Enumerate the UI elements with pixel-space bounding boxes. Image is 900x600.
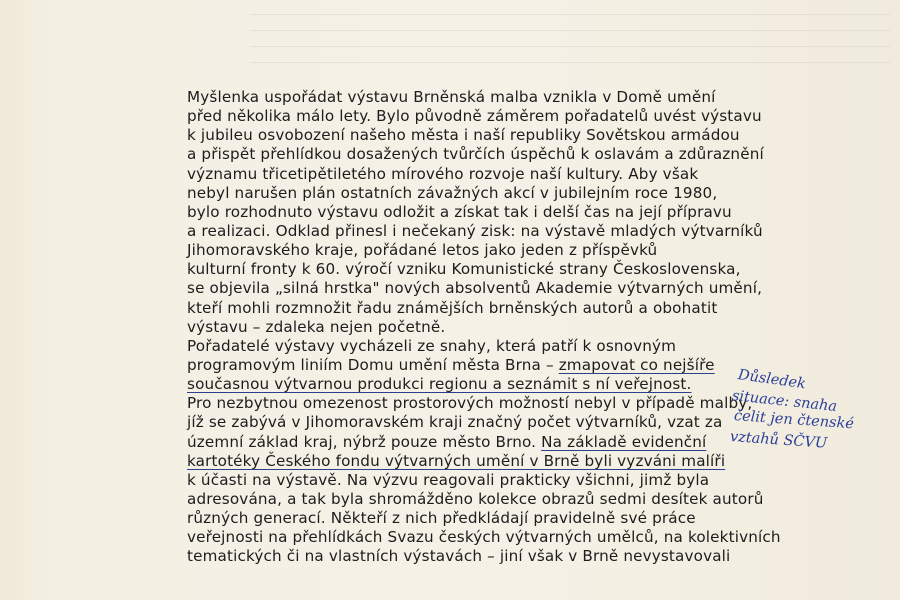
text-line: Pro nezbytnou omezenost prostorových možností nebyl v případě malby,: [187, 394, 753, 413]
text-line: tematických či na vlastních výstavách – jiní však v Brně nevystavovali: [187, 547, 731, 566]
bleed-through-line: [250, 30, 890, 31]
text-line: významu třicetipětiletého mírového rozvoje naší kultury. Aby však: [187, 164, 699, 183]
annotation-line: Důsledek: [736, 367, 807, 393]
text-line: veřejnosti na přehlídkách Svazu českých výtvarných umělců, na kolektivních: [187, 528, 781, 547]
bleed-through-line: [250, 46, 890, 47]
text-line: a realizaci. Odklad přinesl i nečekaný zisk: na výstavě mladých výtvarníků: [187, 221, 763, 240]
text-line: adresována, a tak byla shromážděno kolekce obrazů sedmi desítek autorů: [187, 489, 764, 508]
annotation-line: situace: snaha: [731, 387, 838, 415]
bleed-through-line: [250, 62, 890, 63]
annotation-line: čelit jen čtenské: [733, 408, 855, 433]
underlined-line: kartotéky Českého fondu výtvarných umění v Brně byli vyzváni malíři: [187, 451, 726, 470]
text-line: kteří mohli rozmnožit řadu známějších brněnských autorů a obohatit: [187, 298, 718, 317]
text-line: před několika málo lety. Bylo původně záměrem pořadatelů uvést výstavu: [187, 107, 762, 126]
text-line: Pořadatelé výstavy vycházeli ze snahy, která patří k osnovným: [187, 336, 677, 355]
text-line: k účasti na výstavě. Na výzvu reagovali prakticky všichni, jimž byla: [187, 470, 710, 489]
text-line: Jihomoravského kraje, pořádané letos jako jeden z příspěvků: [187, 241, 658, 260]
text-line: bylo rozhodnuto výstavu odložit a získat tak i delší čas na její přípravu: [187, 202, 732, 221]
text-line: různých generací. Někteří z nich předkládají pravidelně své práce: [187, 509, 696, 528]
dash-separator: –: [540, 355, 559, 374]
bleed-through-line: [250, 14, 890, 15]
body-text: [187, 88, 787, 567]
text-line: kulturní fronty k 60. výročí vzniku Komunistické strany Československa,: [187, 260, 741, 279]
text-line: Myšlenka uspořádat výstavu Brněnská malba vznikla v Domě umění: [187, 88, 716, 106]
handwritten-annotation: [729, 365, 890, 452]
text-line: jíž se zabývá v Jihomoravském kraji značný počet výtvarníků, vzat za: [187, 413, 723, 432]
text-line: se objevila „silná hrstka" nových absolventů Akademie výtvarných umění,: [187, 279, 763, 298]
underlined-segment: Na základě evidenční: [541, 432, 707, 451]
text-line: výstavu – zdaleka nejen početně.: [187, 317, 446, 336]
text-line-underlined: [187, 356, 787, 375]
text-segment: programovým liniím Domu umění města Brna: [187, 355, 541, 374]
annotation-line: vztahů SČVU: [729, 428, 828, 452]
text-line: nebyl narušen plán ostatních závažných akcí v jubilejním roce 1980,: [187, 183, 718, 202]
text-line-underlined: [187, 433, 787, 452]
underlined-line: současnou výtvarnou produkci regionu a seznámit s ní veřejnost.: [187, 375, 692, 394]
text-line: a přispět přehlídkou dosažených tvůrčích úspěchů k oslavám a zdůraznění: [187, 145, 764, 164]
text-line: k jubileu osvobození našeho města i naší republiky Sovětskou armádou: [187, 126, 740, 145]
text-segment: územní základ kraj, nýbrž pouze město Brno.: [187, 432, 537, 451]
underlined-segment: zmapovat co nejšíře: [558, 355, 715, 374]
